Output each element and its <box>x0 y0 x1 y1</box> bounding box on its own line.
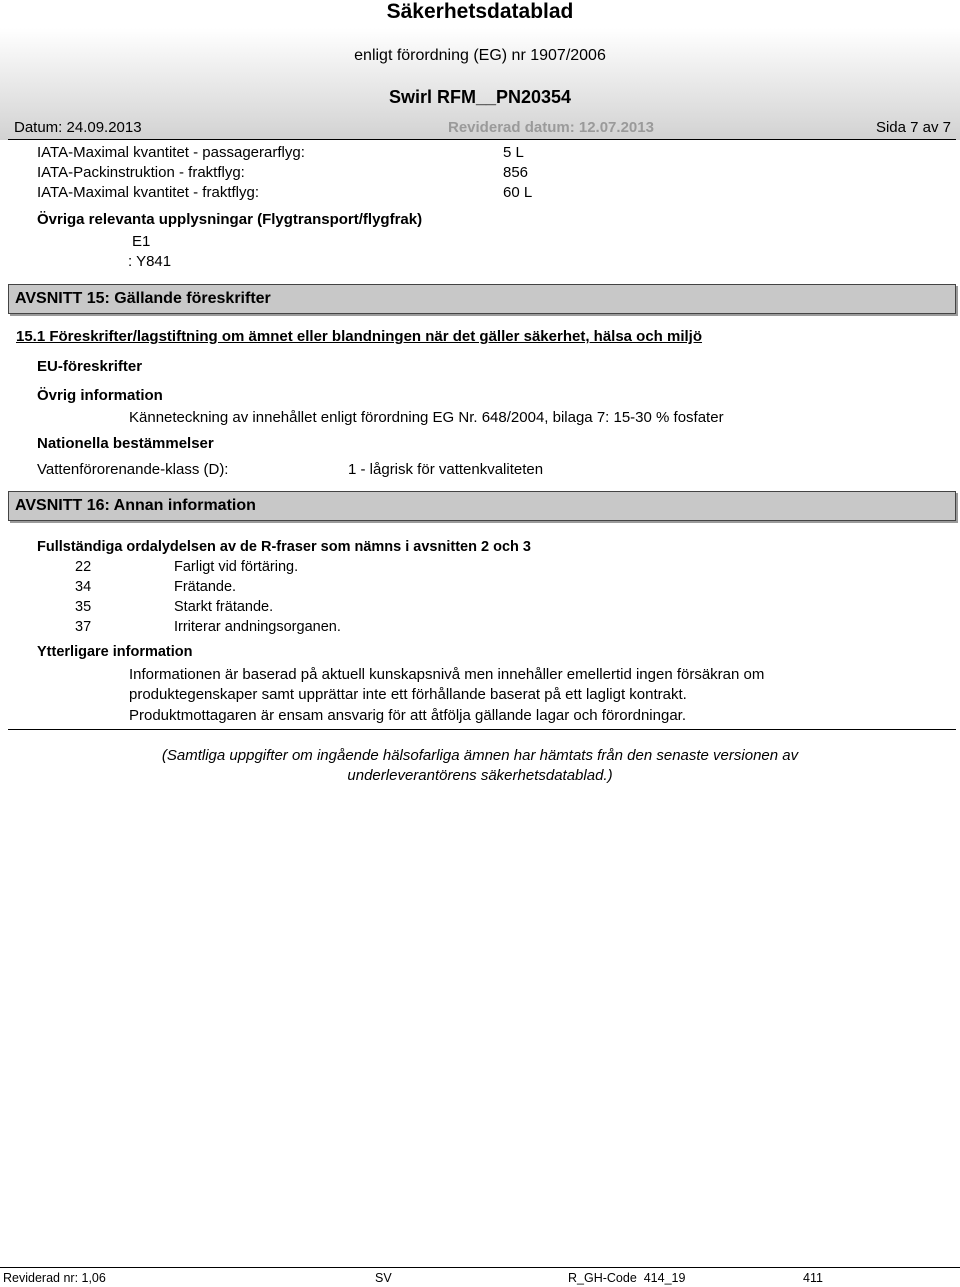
source-note-line: underleverantörens säkerhetsdatablad.) <box>347 767 613 784</box>
r-phrase-code: 22 <box>75 559 92 575</box>
iata-label: IATA-Packinstruktion - fraktflyg: <box>37 164 245 181</box>
further-info-label: Ytterligare information <box>37 644 193 660</box>
iata-value: 5 L <box>503 144 524 161</box>
footer-revision: Reviderad nr: 1,06 <box>3 1271 106 1285</box>
r-phrase-text: Frätande. <box>174 579 237 595</box>
iata-label: IATA-Maximal kvantitet - passagerarflyg: <box>37 144 305 161</box>
further-info-line: produktegenskaper samt upprättar inte ett förhållande baserat på ett lagligt kontrakt. <box>129 686 687 703</box>
other-info-text: Känneteckning av innehållet enligt förordning EG Nr. 648/2004, bilaga 7: 15-30 % fosfater <box>129 409 724 426</box>
footer-language: SV <box>375 1271 392 1285</box>
further-info-line: Informationen är baserad på aktuell kunskapsnivå men innehåller emellertid ingen försäkran om <box>129 666 765 683</box>
air-other-heading: Övriga relevanta upplysningar (Flygtransport/flygfrak) <box>37 211 423 228</box>
source-note-line: (Samtliga uppgifter om ingående hälsofarliga ämnen har hämtats från den senaste versionen av <box>161 747 799 764</box>
r-phrases-heading: Fullständiga ordalydelsen av de R-fraser som nämns i avsnitten 2 och 3 <box>37 539 531 555</box>
r-phrase-code: 34 <box>75 579 92 595</box>
air-other-line: E1 <box>132 233 151 250</box>
eu-regulations-label: EU-föreskrifter <box>37 358 143 375</box>
national-regulations-label: Nationella bestämmelser <box>37 435 214 452</box>
page-number: Sida 7 av 7 <box>875 119 951 136</box>
footer-divider <box>0 1267 960 1268</box>
section-divider <box>8 729 956 730</box>
r-phrase-text: Irriterar andningsorganen. <box>174 619 341 635</box>
footer-number: 411 <box>803 1271 823 1285</box>
iata-value: 60 L <box>503 184 533 201</box>
iata-value: 856 <box>503 164 529 181</box>
air-other-line: : Y841 <box>128 253 172 270</box>
document-title: Säkerhetsdatablad <box>386 0 574 23</box>
section-15-1-heading: 15.1 Föreskrifter/lagstiftning om ämnet eller blandningen när det gäller säkerhet, hälsa och miljö <box>16 328 703 345</box>
section-16-header <box>8 491 956 521</box>
footer-code: R_GH-Code 414_19 <box>568 1271 686 1285</box>
r-phrase-text: Starkt frätande. <box>174 599 274 615</box>
water-hazard-value: 1 - lågrisk för vattenkvaliteten <box>348 461 544 478</box>
r-phrase-code: 35 <box>75 599 92 615</box>
r-phrase-text: Farligt vid förtäring. <box>174 559 299 575</box>
product-name: Swirl RFM__PN20354 <box>388 87 572 107</box>
further-info-line: Produktmottagaren är ensam ansvarig för att åtfölja gällande lagar och förordningar. <box>129 707 686 724</box>
section-15-header <box>8 284 956 314</box>
iata-label: IATA-Maximal kvantitet - fraktflyg: <box>37 184 259 201</box>
water-hazard-label: Vattenförorenande-klass (D): <box>37 461 229 478</box>
r-phrase-code: 37 <box>75 619 92 635</box>
other-info-label: Övrig information <box>37 387 163 404</box>
header-divider <box>8 139 956 140</box>
document-date: Datum: 24.09.2013 <box>14 119 142 136</box>
section-15-title: AVSNITT 15: Gällande föreskrifter <box>15 290 271 307</box>
document-subtitle: enligt förordning (EG) nr 1907/2006 <box>354 47 606 64</box>
section-16-title: AVSNITT 16: Annan information <box>15 497 256 514</box>
revised-date: Reviderad datum: 12.07.2013 <box>448 119 654 136</box>
